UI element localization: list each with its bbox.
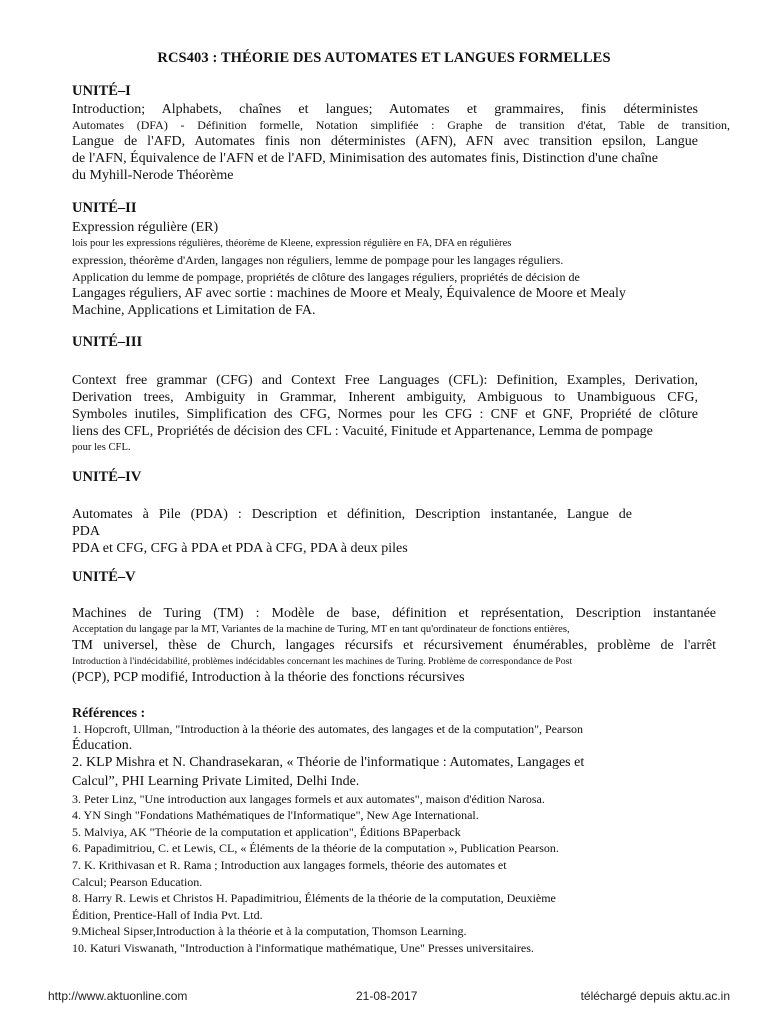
reference-line: 5. Malviya, AK "Théorie de la computation et application", Éditions BPaperback	[72, 824, 461, 839]
unit-5-line: Acceptation du langage par la MT, Variantes de la machine de Turing, MT en tant qu'ordinateur de fonctions entières,	[72, 624, 570, 635]
unit-5-line: Introduction à l'indécidabilité, problèmes indécidables concernant les machines de Turing. Problème de correspondance de Post	[72, 656, 573, 667]
unit-1-line: du Myhill-Nerode Théorème	[72, 168, 234, 183]
reference-line: 6. Papadimitriou, C. et Lewis, CL, « Éléments de la théorie de la computation », Publication Pearson.	[72, 841, 559, 856]
unit-1-line: Automates (DFA) - Définition formelle, Notation simplifiée : Graphe de transition d'état, Table de transition,	[72, 118, 730, 132]
unit-2-line: Expression régulière (ER)	[72, 220, 219, 235]
document-title: RCS403 : THÉORIE DES AUTOMATES ET LANGUES FORMELLES	[157, 50, 611, 66]
reference-line: 10. Katuri Viswanath, "Introduction à l'informatique mathématique, Une" Presses universitaires.	[72, 940, 534, 955]
unit-1-heading: UNITÉ–I	[72, 83, 131, 99]
unit-3-heading: UNITÉ–III	[72, 334, 143, 350]
unit-4-body	[72, 506, 632, 557]
unit-3-line: liens des CFL, Propriétés de décision des CFL : Vacuité, Finitude et Appartenance, Lemma de pompage	[72, 424, 653, 439]
unit-2-line: lois pour les expressions régulières, théorème de Kleene, expression régulière en FA, DFA en régulières	[72, 238, 512, 249]
unit-3-body	[72, 372, 698, 455]
reference-line: Éducation.	[72, 738, 133, 754]
reference-line: 9.Micheal Sipser,Introduction à la théorie et à la computation, Thomson Learning.	[72, 924, 467, 939]
reference-line: 4. YN Singh "Fondations Mathématiques de l'Informatique", New Age International.	[72, 808, 479, 823]
unit-4-line: PDA	[72, 524, 101, 539]
page-footer	[0, 989, 768, 1005]
unit-1-line: Introduction; Alphabets, chaînes et langues; Automates et grammaires, finis déterministes	[72, 102, 698, 117]
unit-1-line: Langue de l'AFD, Automates finis non déterministes (AFN), AFN avec transition epsilon, Langue	[72, 134, 698, 149]
unit-4-line: PDA et CFG, CFG à PDA et PDA à CFG, PDA à deux piles	[72, 541, 408, 556]
unit-5-line: (PCP), PCP modifié, Introduction à la théorie des fonctions récursives	[72, 670, 465, 685]
unit-4-line: Automates à Pile (PDA) : Description et définition, Description instantanée, Langue de	[72, 507, 632, 522]
reference-line: Calcul”, PHI Learning Private Limited, Delhi Inde.	[72, 773, 360, 789]
unit-4-heading: UNITÉ–IV	[72, 469, 142, 485]
references-list	[72, 721, 712, 956]
unit-2-heading: UNITÉ–II	[72, 200, 137, 216]
reference-line: 3. Peter Linz, "Une introduction aux langages formels et aux automates", maison d'édition Narosa.	[72, 791, 545, 806]
reference-line: 1. Hopcroft, Ullman, "Introduction à la théorie des automates, des langages et de la computation", Pearson	[72, 722, 583, 736]
reference-line: Édition, Prentice-Hall of India Pvt. Ltd.	[72, 907, 263, 922]
unit-3-line: pour les CFL.	[72, 442, 131, 453]
unit-2-line: expression, théorème d'Arden, langages non réguliers, lemme de pompage pour les langages réguliers.	[72, 253, 564, 267]
footer-date: 21-08-2017	[356, 989, 418, 1003]
unit-2-line: Application du lemme de pompage, propriétés de clôture des langages réguliers, propriétés de décision de	[72, 270, 580, 284]
footer-source-url: http://www.aktuonline.com	[48, 989, 188, 1003]
unit-5-heading: UNITÉ–V	[72, 569, 136, 585]
unit-1-body	[72, 101, 730, 184]
unit-5-line: Machines de Turing (TM) : Modèle de base, définition et représentation, Description instantanée	[72, 606, 716, 621]
unit-2-line: Machine, Applications et Limitation de FA.	[72, 303, 316, 318]
unit-1-line: de l'AFN, Équivalence de l'AFN et de l'AFD, Minimisation des automates finis, Distinction d'une chaîne	[72, 151, 658, 166]
unit-2-line: Langages réguliers, AF avec sortie : machines de Moore et Mealy, Équivalence de Moore et Mealy	[72, 286, 626, 301]
reference-line: 7. K. Krithivasan et R. Rama ; Introduction aux langages formels, théorie des automates et	[72, 858, 507, 873]
unit-3-line: Symboles inutiles, Simplification des CFG, Normes pour les CFG : CNF et GNF, Propriété de clôture	[72, 407, 698, 422]
reference-line: 8. Harry R. Lewis et Christos H. Papadimitriou, Éléments de la théorie de la computation, Deuxième	[72, 891, 556, 906]
unit-5-body	[72, 605, 716, 686]
references-heading: Références :	[72, 706, 146, 721]
unit-3-line: Context free grammar (CFG) and Context Free Languages (CFL): Definition, Examples, Derivation,	[72, 373, 698, 388]
footer-download-note: téléchargé depuis aktu.ac.in	[580, 989, 730, 1003]
reference-line: Calcul; Pearson Education.	[72, 875, 203, 890]
reference-line: 2. KLP Mishra et N. Chandrasekaran, « Théorie de l'informatique : Automates, Langages et	[72, 755, 585, 771]
unit-2-body	[72, 219, 698, 319]
unit-3-line: Derivation trees, Ambiguity in Grammar, Inherent ambiguity, Ambiguous to Unambiguous CFG,	[72, 390, 698, 405]
unit-5-line: TM universel, thèse de Church, langages récursifs et récursivement énumérables, problème de l'arrêt	[72, 638, 716, 653]
